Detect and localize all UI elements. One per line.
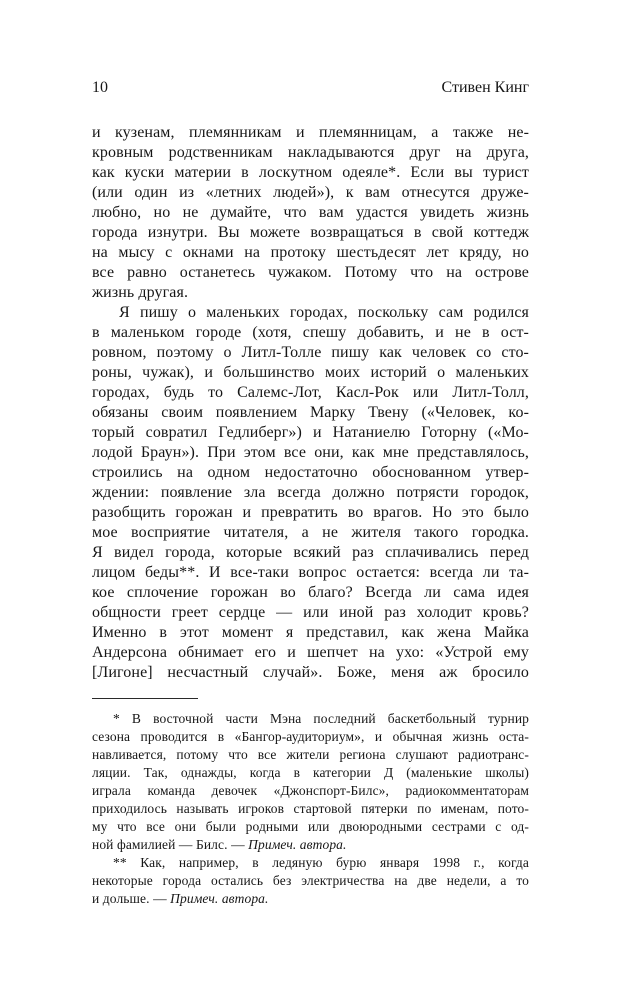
- body-text-line: ровном, поэтому о Литл-Толле пишу как человек со сто-: [92, 344, 529, 361]
- body-text-line: города изнутри. Вы можете возвращаться в свой коттедж: [92, 224, 529, 241]
- footnote-text-line: играла команда девочек «Джонспорт-Билс», радиокомментаторам: [92, 783, 529, 798]
- body-text-line: разобщить горожан и превратить во врагов. Но это было: [92, 504, 529, 521]
- body-text-line: ждении: появление зла всегда должно потрясти городок,: [92, 484, 529, 501]
- footnotes-block: [92, 710, 529, 908]
- body-text-line: Андерсона обнимает его и шепчет на ухо: «Устрой ему: [92, 644, 529, 661]
- footnote-text-line: навливается, потому что все жители региона слушают радиотранс-: [92, 747, 529, 762]
- footnote-text-line: некоторые города остались без электричества на две недели, а то: [92, 873, 529, 888]
- footnote-text-line: [92, 836, 529, 854]
- body-text-line: строились на одном недостаточно обоснованном утвер-: [92, 464, 529, 481]
- footnote-text-line: приходилось называть игроков стартовой пятерки по именам, пото-: [92, 801, 529, 816]
- body-text-line: Я видел города, которые всякий раз сплачивались перед: [92, 544, 529, 561]
- body-text-line: мое восприятие читателя, а не жителя такого городка.: [92, 524, 529, 541]
- body-text: [92, 123, 529, 683]
- body-text-line: лодой Браун»). При этом все они, как мне представлялось,: [92, 444, 529, 461]
- body-text-line: как куски материи в лоскутном одеяле*. Если вы турист: [92, 164, 529, 181]
- body-text-line: обязаны своим появлением Марку Твену («Человек, ко-: [92, 404, 529, 421]
- footnote-text-line: сезона проводится в «Бангор-аудиториум», и обычная жизнь оста-: [92, 729, 529, 744]
- footnote-text-line: ** Как, например, в ледяную бурю января 1998 г., когда: [113, 855, 529, 870]
- body-text-line: городах, будь то Салемс-Лот, Касл-Рок или Литл-Толл,: [92, 384, 529, 401]
- footnote-text-line: [92, 890, 529, 908]
- page-header: [92, 78, 529, 98]
- body-text-line: в маленьком городе (хотя, спешу добавить, и не в ост-: [92, 324, 529, 341]
- body-text-line: лицом беды**. И все-таки вопрос остается: всегда ли та-: [92, 564, 529, 581]
- body-text-line: Я пишу о маленьких городах, поскольку сам родился: [119, 304, 529, 321]
- author-note-label: Примеч. автора.: [248, 837, 347, 852]
- body-text-line: торый совратил Гедлиберг») и Натаниелю Готорну («Мо-: [92, 424, 529, 441]
- footnote-text-line: ляции. Так, однажды, когда в категории Д (маленькие школы): [92, 765, 529, 780]
- body-text-line: и кузенам, племянникам и племянницам, а также не-: [92, 124, 529, 141]
- body-text-line: Именно в этот момент я представил, как жена Майка: [92, 624, 529, 641]
- footnote-text-line: му что все они были родными или двоюродными сестрами с од-: [92, 819, 529, 834]
- body-text-line: общности греет сердце — или иной раз холодит кровь?: [92, 604, 529, 621]
- body-text-line: на мысу с окнами на протоку шестьдесят лет кряду, но: [92, 244, 529, 261]
- text-segment: ной фамилией — Билс. —: [92, 837, 249, 852]
- body-text-line: все равно останетесь чужаком. Потому что на острове: [92, 264, 529, 281]
- body-text-line: кое сплочение горожан во благо? Всегда ли сама идея: [92, 584, 529, 601]
- running-title: Стивен Кинг: [441, 79, 529, 96]
- page-number: 10: [92, 79, 108, 96]
- author-note-label: Примеч. автора.: [170, 891, 269, 906]
- body-text-line: роны, чужак), и большинство моих историй о маленьких: [92, 364, 529, 381]
- text-segment: и дольше. —: [92, 891, 171, 906]
- body-text-line: (или один из «летних людей»), к вам отнесутся друже-: [92, 184, 529, 201]
- body-text-line: кровным родственникам накладываются друг на друга,: [92, 144, 529, 161]
- body-text-line: жизнь другая.: [92, 284, 189, 301]
- body-text-line: любно, но не думайте, что вам удастся увидеть жизнь: [92, 204, 529, 221]
- footnote-separator: [92, 698, 198, 699]
- footnote-text-line: * В восточной части Мэна последний баскетбольный турнир: [113, 711, 529, 726]
- body-text-line: [Лигоне] несчастный случай». Боже, меня аж бросило: [92, 664, 529, 681]
